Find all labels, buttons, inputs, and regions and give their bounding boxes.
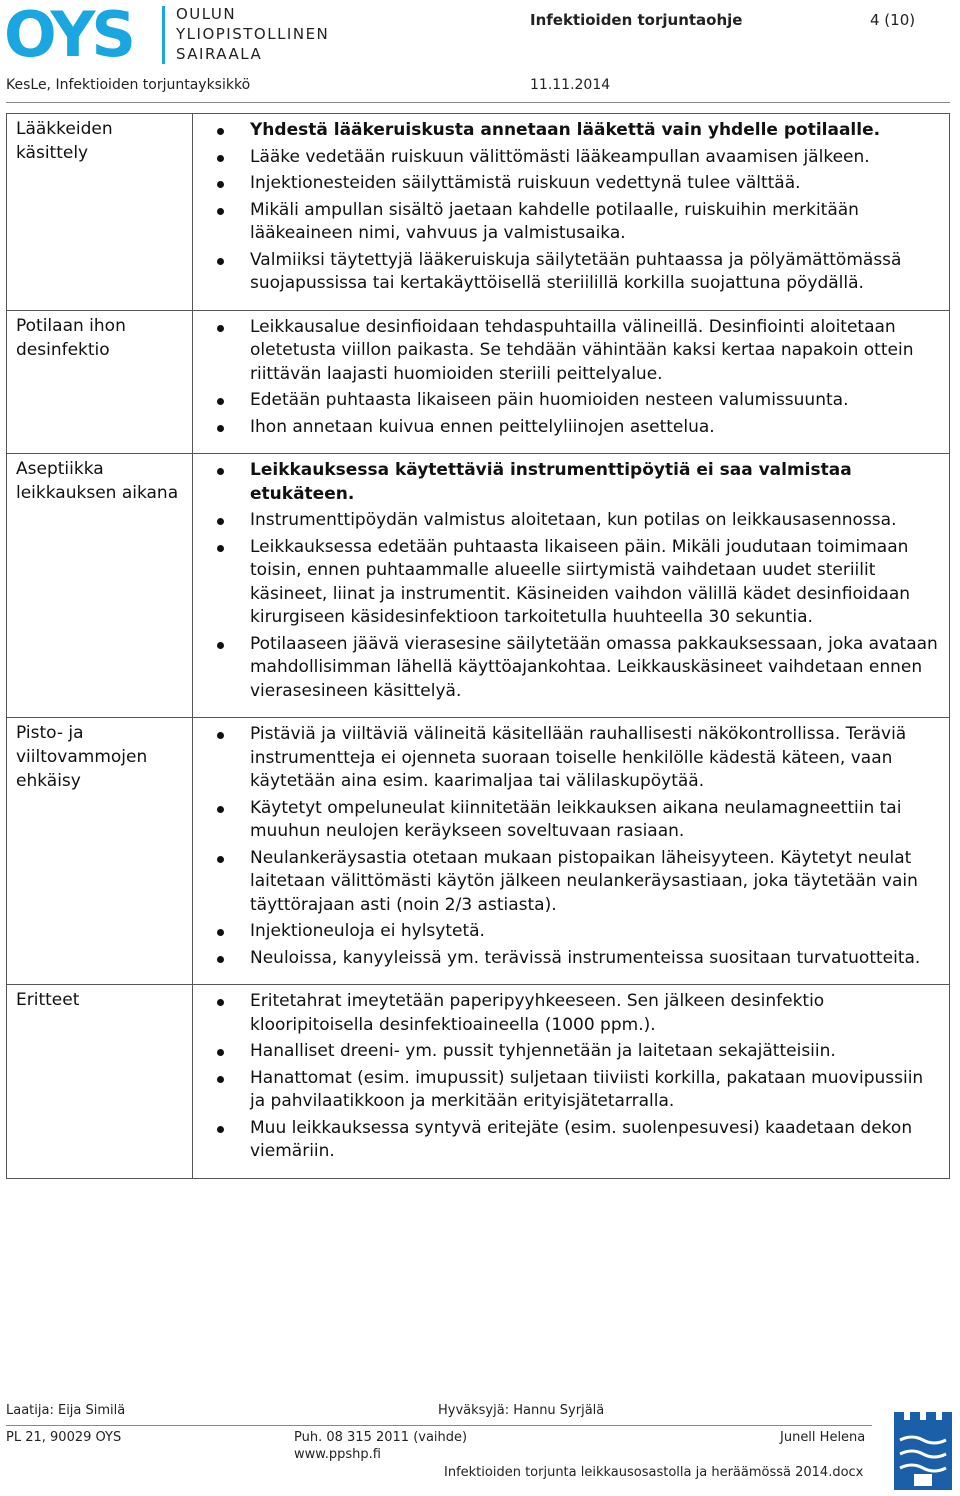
section-content xyxy=(193,454,950,718)
bullet-icon xyxy=(217,1076,224,1083)
list-item-text: Ihon annetaan kuivua ennen peittelyliinojen asettelua. xyxy=(250,416,715,437)
list-item xyxy=(14,316,941,387)
website-link[interactable]: www.ppshp.fi xyxy=(294,1447,381,1462)
list-item xyxy=(14,416,941,440)
file-name: Infektioiden torjunta leikkausosastolla ja heräämössä 2014.docx xyxy=(444,1465,864,1480)
crest-emblem xyxy=(914,1474,932,1486)
list-item-text: Muu leikkauksessa syntyvä eritejäte (esim. suolenpesuvesi) kaadetaan dekon viemäriin. xyxy=(250,1117,913,1161)
section-row xyxy=(7,310,950,454)
section-title: Pisto- ja viiltovammojen ehkäisy xyxy=(7,718,193,985)
bullet-icon xyxy=(217,208,224,215)
crest-merlon xyxy=(910,1412,920,1424)
bullet-list xyxy=(203,990,941,1164)
list-item xyxy=(14,633,941,704)
list-item-text: Neuloissa, kanyyleissä ym. terävissä instrumenteissa suositaan turvatuotteita. xyxy=(250,947,921,968)
approver: Hyväksyjä: Hannu Syrjälä xyxy=(438,1403,605,1418)
bullet-icon xyxy=(217,128,224,135)
list-item xyxy=(14,1117,941,1164)
bullet-icon xyxy=(217,425,224,432)
bullet-list xyxy=(203,723,941,970)
page-number: 4 (10) xyxy=(870,11,916,29)
section-content xyxy=(193,310,950,454)
list-item-text: Instrumenttipöydän valmistus aloitetaan, kun potilas on leikkausasennossa. xyxy=(250,510,897,530)
bullet-icon xyxy=(217,806,224,813)
list-item-text: Leikkauksessa käytettäviä instrumenttipöytiä ei saa valmistaa etukäteen. xyxy=(250,460,852,504)
list-item-text: Pistäviä ja viiltäviä välineitä käsitellään rauhallisesti näkökontrollissa. Teräviä instrumentteja ei ojenneta suoraan toiselle henkilölle kädestä käteen, vaan käytetään aina esim. kaarimaljaa tai välilaskupöytää. xyxy=(250,724,907,791)
bullet-icon xyxy=(217,642,224,649)
list-item xyxy=(14,509,941,533)
oys-logo xyxy=(4,0,334,71)
list-item-text: Edetään puhtaasta likaiseen päin huomioiden nesteen valumissuunta. xyxy=(250,390,849,410)
bullet-icon xyxy=(217,1126,224,1133)
author: Laatija: Eija Similä xyxy=(6,1403,126,1418)
list-item xyxy=(14,1067,941,1114)
list-item-text: Yhdestä lääkeruiskusta annetaan lääkettä vain yhdelle potilaalle. xyxy=(250,120,881,140)
bullet-icon xyxy=(217,398,224,405)
list-item-text: Mikäli ampullan sisältö jaetaan kahdelle potilaalle, ruiskuihin merkitään lääkeaineen nimi, vahvuus ja valmistusaika. xyxy=(250,199,859,243)
list-item-text: Lääke vedetään ruiskuun välittömästi lääkeampullan avaamisen jälkeen. xyxy=(250,146,870,167)
bullet-list xyxy=(203,119,941,296)
list-item-text: Eritetahrat imeytetään paperipyyhkeeseen. Sen jälkeen desinfektio klooripitoisella desinfektioaineella (1000 ppm.). xyxy=(250,991,825,1035)
bullet-icon xyxy=(217,468,224,475)
bullet-icon xyxy=(217,1049,224,1056)
list-item xyxy=(14,947,941,971)
section-row xyxy=(7,454,950,718)
crest-merlon xyxy=(926,1412,936,1424)
bullet-icon xyxy=(217,181,224,188)
list-item-text: Injektionesteiden säilyttämistä ruiskuun vedettynä tulee välttää. xyxy=(250,173,801,193)
list-item-text: Leikkauksessa edetään puhtaasta likaiseen päin. Mikäli joudutaan toimimaan toisin, ennen puhtaammalle alueelle siirtymistä vaihdetaan uudet steriilit käsineet, liinat ja instrumentit. Käsineiden vaihdon välillä kädet desinfioidaan kirurgiseen käsidesinfektioon tarkoitetulla huuhteella 30 sekuntia. xyxy=(250,536,911,627)
section-content xyxy=(193,718,950,985)
list-item xyxy=(14,146,941,170)
bullet-icon xyxy=(217,856,224,863)
list-item-text: Hanalliset dreeni- ym. pussit tyhjennetään ja laitetaan sekajätteisiin. xyxy=(250,1041,836,1061)
bullet-icon xyxy=(217,325,224,332)
logo-divider xyxy=(162,6,165,64)
list-item-text: Neulankeräysastia otetaan mukaan pistopaikan läheisyyteen. Käytetyt neulat laitetaan välittömästi käytön jälkeen neulankeräysastiaan, joka täytetään vain täyttörajaan asti (noin 2/3 astiasta). xyxy=(250,847,918,915)
bullet-icon xyxy=(217,545,224,552)
logo-name-line: OULUN xyxy=(176,5,237,23)
list-item-text: Potilaaseen jäävä vierasesine säilytetään omassa pakkauksessaan, joka avataan mahdollisimman lähellä käyttöajankohtaa. Leikkauskäsineet vaihdetaan ennen vierasesineen käsittelyä. xyxy=(250,633,938,701)
list-item xyxy=(14,389,941,413)
document-owner: Junell Helena xyxy=(780,1430,866,1445)
list-item xyxy=(14,990,941,1037)
section-row xyxy=(7,985,950,1179)
section-title: Lääkkeiden käsittely xyxy=(7,114,193,311)
bullet-icon xyxy=(217,999,224,1006)
logo-name-line: YLIOPISTOLLINEN xyxy=(176,25,330,43)
instructions-table xyxy=(6,113,950,1179)
section-row xyxy=(7,114,950,311)
list-item xyxy=(14,172,941,196)
section-row xyxy=(7,718,950,985)
bullet-icon xyxy=(217,732,224,739)
list-item xyxy=(14,847,941,918)
bullet-list xyxy=(203,316,941,440)
list-item xyxy=(14,249,941,296)
coat-of-arms-icon xyxy=(892,1410,954,1492)
section-title: Aseptiikka leikkauksen aikana xyxy=(7,454,193,718)
bullet-icon xyxy=(217,258,224,265)
document-title: Infektioiden torjuntaohje xyxy=(530,11,743,29)
section-title: Eritteet xyxy=(7,985,193,1179)
list-item-text: Hanattomat (esim. imupussit) suljetaan tiiviisti korkilla, pakataan muovipussiin ja pahvilaatikkoon ja merkitään erityisjätetarralla. xyxy=(250,1067,924,1111)
list-item xyxy=(14,119,941,143)
header-divider xyxy=(6,102,950,103)
bullet-icon xyxy=(217,929,224,936)
list-item xyxy=(14,797,941,844)
footer-divider xyxy=(6,1425,872,1426)
section-content xyxy=(193,114,950,311)
crest-merlon xyxy=(894,1412,904,1424)
section-title: Potilaan ihon desinfektio xyxy=(7,310,193,454)
document-date: 11.11.2014 xyxy=(530,77,611,93)
list-item-text: Leikkausalue desinfioidaan tehdaspuhtailla välineillä. Desinfiointi aloitetaan oletetusta viillon paikasta. Se tehdään vähintään kaksi kertaa napakoin ottein riittävän laajasti huomioiden steriili peittelyalue. xyxy=(250,316,914,384)
logo-wordmark: OYS xyxy=(4,0,133,71)
list-item xyxy=(14,536,941,630)
section-content xyxy=(193,985,950,1179)
bullet-icon xyxy=(217,956,224,963)
list-item-text: Käytetyt ompeluneulat kiinnitetään leikkauksen aikana neulamagneettiin tai muuhun neulojen keräykseen soveltuvaan rasiaan. xyxy=(250,797,902,841)
list-item xyxy=(14,199,941,246)
list-item-text: Valmiiksi täytettyjä lääkeruiskuja säilytetään puhtaassa ja pölyämättömässä suojapussissa tai kertakäyttöisellä steriilillä korkilla suojattuna pöydällä. xyxy=(250,249,902,293)
phone-number: Puh. 08 315 2011 (vaihde) xyxy=(294,1430,468,1445)
postal-address: PL 21, 90029 OYS xyxy=(6,1430,122,1445)
bullet-icon xyxy=(217,155,224,162)
logo-name-line: SAIRAALA xyxy=(176,45,263,63)
list-item xyxy=(14,920,941,944)
list-item-text: Injektioneuloja ei hylsytetä. xyxy=(250,921,485,941)
logo-hospital-name xyxy=(176,4,329,64)
list-item xyxy=(14,459,941,506)
bullet-icon xyxy=(217,518,224,525)
list-item xyxy=(14,723,941,794)
crest-merlon xyxy=(942,1412,952,1424)
bullet-list xyxy=(203,459,941,703)
department-unit: KesLe, Infektioiden torjuntayksikkö xyxy=(6,77,251,93)
list-item xyxy=(14,1040,941,1064)
